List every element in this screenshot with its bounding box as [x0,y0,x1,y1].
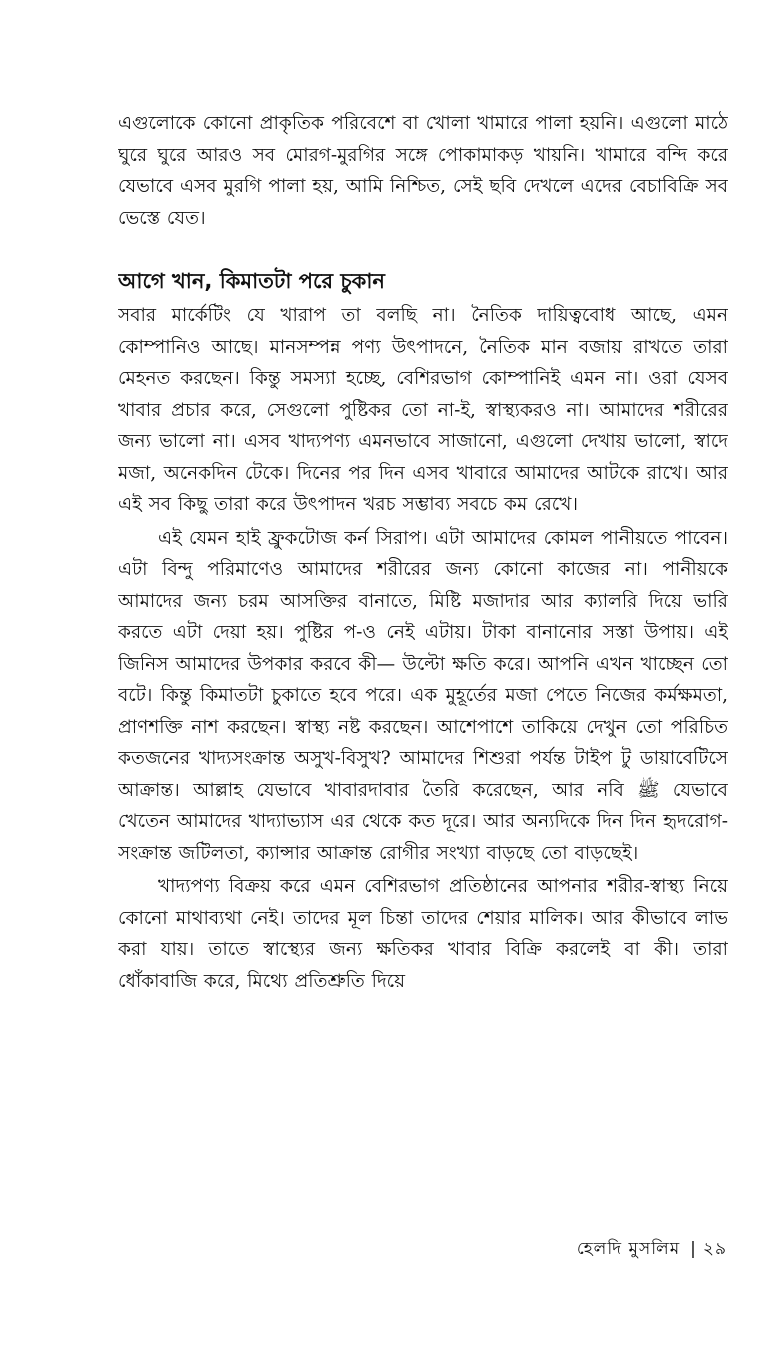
paragraph-1: এগুলোকে কোনো প্রাকৃতিক পরিবেশে বা খোলা খামারে পালা হয়নি। এগুলো মাঠে ঘুরে ঘুরে আরও সব মোরগ-মুরগির সঙ্গে পোকামাকড় খায়নি। খামারে বন্দি করে যেভাবে এসব মুরগি পালা হয়, আমি নিশ্চিত, সেই ছবি দেখলে এদের বেচাবিক্রি সব ভেস্তে যেত। [118,113,728,229]
page-footer [577,1236,727,1262]
paragraph-3: এই যেমন হাই ফ্রুকটোজ কর্ন সিরাপ। এটা আমাদের কোমল পানীয়তে পাবেন। এটা বিন্দু পরিমাণেও আমাদের শরীরের জন্য কোনো কাজের না। পানীয়কে আমাদের জন্য চরম আসক্তির বানাতে, মিষ্টি মজাদার আর ক্যালরি দিয়ে ভারি করতে এটা দেয়া হয়। পুষ্টির প-ও নেই এটায়। টাকা বানানোর সস্তা উপায়। এই জিনিস আমাদের উপকার করবে কী— উল্টো ক্ষতি করে। আপনি এখন খাচ্ছেন তো বটে। কিন্তু কিমাতটা চুকাতে হবে পরে। এক মুহূর্তের মজা পেতে নিজের কর্মক্ষমতা, প্রাণশক্তি নাশ করছেন। স্বাস্থ্য নষ্ট করছেন। আশেপাশে তাকিয়ে দেখুন তো পরিচিত কতজনের খাদ্যসংক্রান্ত অসুখ-বিসুখ? আমাদের শিশুরা পর্যন্ত টাইপ টু ডায়াবেটিসে আক্রান্ত। আল্লাহ যেভাবে খাবারদাবার তৈরি করেছেন, আর নবি ﷺ যেভাবে খেতেন আমাদের খাদ্যাভ্যাস এর থেকে কত দূরে। আর অন্যদিকে দিন দিন হৃদরোগ-সংক্রান্ত জটিলতা, ক্যান্সার আক্রান্ত রোগীর সংখ্যা বাড়ছে তো বাড়ছেই। [118,527,728,864]
paragraph-4: খাদ্যপণ্য বিক্রয় করে এমন বেশিরভাগ প্রতিষ্ঠানের আপনার শরীর-স্বাস্থ্য নিয়ে কোনো মাথাব্যথা নেই। তাদের মূল চিন্তা তাদের শেয়ার মালিক। আর কীভাবে লাভ করা যায়। তাতে স্বাস্থ্যের জন্য ক্ষতিকর খাবার বিক্রি করলেই বা কী। তারা ধোঁকাবাজি করে, মিথ্যে প্রতিশ্রুতি দিয়ে [118,876,728,992]
footer-separator: | [690,1239,697,1259]
page-body [118,108,728,1218]
paragraph-2: সবার মার্কেটিং যে খারাপ তা বলছি না। নৈতিক দায়িত্ববোধ আছে, এমন কোম্পানিও আছে। মানসম্পন্ন পণ্য উৎপাদনে, নৈতিক মান বজায় রাখতে তারা মেহনত করছেন। কিন্তু সমস্যা হচ্ছে, বেশিরভাগ কোম্পানিই এমন না। ওরা যেসব খাবার প্রচার করে, সেগুলো পুষ্টিকর তো না-ই, স্বাস্থ্যকরও না। আমাদের শরীরের জন্য ভালো না। এসব খাদ্যপণ্য এমনভাবে সাজানো, এগুলো দেখায় ভালো, স্বাদে মজা, অনেকদিন টেকে। দিনের পর দিন এসব খাবারে আমাদের আটকে রাখে। আর এই সব কিছু তারা করে উৎপাদন খরচ সম্ভাব্য সবচে কম রেখে। [118,305,728,515]
page-number: ২৯ [702,1239,727,1259]
section-heading: আগে খান, কিমাতটা পরে চুকান [118,269,385,293]
book-title: হেলদি মুসলিম [576,1239,681,1259]
